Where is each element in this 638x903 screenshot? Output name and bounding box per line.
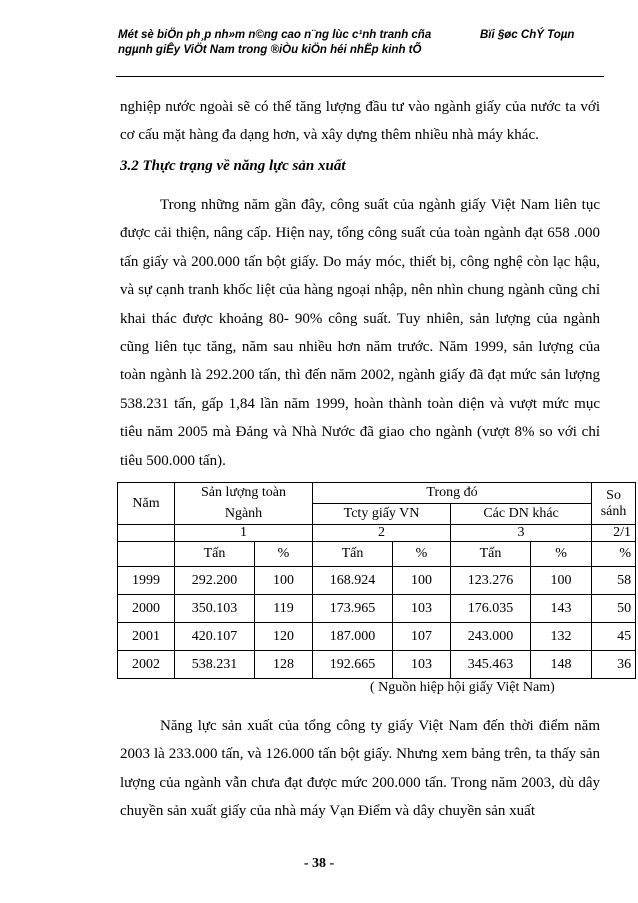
cell-total-pct: 119 xyxy=(255,595,313,623)
table-source-note: ( Nguồn hiệp hội giấy Việt Nam) xyxy=(370,680,555,695)
production-table xyxy=(117,482,636,679)
cell-vn-pct: 100 xyxy=(393,567,451,595)
cell-ratio: 36 xyxy=(592,651,636,679)
header-total-line1: Sản lượng toàn xyxy=(175,483,313,504)
unit-ton: Tấn xyxy=(313,542,393,567)
cell-year: 2002 xyxy=(118,651,175,679)
cell-total: 350.103 xyxy=(175,595,255,623)
table-row xyxy=(118,595,636,623)
cell-other: 345.463 xyxy=(451,651,531,679)
table-row xyxy=(118,651,636,679)
cell-other-pct: 148 xyxy=(531,651,592,679)
table-row xyxy=(118,623,636,651)
index-blank xyxy=(118,525,175,542)
index-ratio: 2/1 xyxy=(592,525,636,542)
cell-total: 538.231 xyxy=(175,651,255,679)
cell-total: 292.200 xyxy=(175,567,255,595)
unit-pct: % xyxy=(531,542,592,567)
cell-total-pct: 100 xyxy=(255,567,313,595)
header-vn-company: Tcty giấy VN xyxy=(313,504,451,525)
unit-pct: % xyxy=(393,542,451,567)
header-title-line1: Mét sè biÖn ph¸p nh»m n©ng cao n¨ng lùc c¹nh tranh cña xyxy=(118,29,432,41)
header-other-firms: Các DN khác xyxy=(451,504,592,525)
header-author: Bïi §øc ChÝ Toµn xyxy=(480,29,575,41)
header-compare: So sánh xyxy=(592,483,636,525)
cell-other-pct: 143 xyxy=(531,595,592,623)
index-2: 2 xyxy=(313,525,451,542)
header-of-which: Trong đó xyxy=(313,483,592,504)
page-number: - 38 - xyxy=(303,856,335,871)
cell-year: 2001 xyxy=(118,623,175,651)
unit-ton: Tấn xyxy=(451,542,531,567)
header-divider xyxy=(116,76,604,77)
index-3: 3 xyxy=(451,525,592,542)
section-heading: 3.2 Thực trạng về năng lực sản xuất xyxy=(120,158,346,174)
header-title-line2: ngµnh giÊy ViÖt Nam trong ®iÒu kiÖn héi nhËp kinh tÕ xyxy=(118,44,422,56)
unit-pct: % xyxy=(255,542,313,567)
paragraph-capacity: Trong những năm gần đây, công suất của ngành giấy Việt Nam liên tục được cải thiện, nâng cấp. Hiện nay, tổng công suất của toàn ngành đạt 658 .000 tấn giấy và 200.000 tấn bột giấy. Do máy móc, thiết bị, công nghệ còn lạc hậu, và sự cạnh tranh khốc liệt của hàng ngoại nhập, nên nhìn chung ngành cũng chỉ khai thác được khoảng 80- 90% công suất. Tuy nhiên, sản lượng của ngành cũng liên tục tăng, năm sau nhiều hơn năm trước. Năm 1999, sản lượng của toàn ngành là 292.200 tấn, thì đến năm 2002, ngành giấy đã đạt mức sản lượng 538.231 tấn, gấp 1,84 lần năm 1999, hoàn thành toàn diện và vượt mức mục tiêu năm 2005 mà Đảng và Nhà Nước đã giao cho ngành (vượt 8% so với chỉ tiêu 500.000 tấn). xyxy=(120,197,600,469)
cell-total-pct: 120 xyxy=(255,623,313,651)
unit-pct: % xyxy=(592,542,636,567)
cell-ratio: 58 xyxy=(592,567,636,595)
cell-vn-pct: 103 xyxy=(393,651,451,679)
cell-other-pct: 100 xyxy=(531,567,592,595)
running-header xyxy=(118,28,431,58)
cell-vn: 168.924 xyxy=(313,567,393,595)
cell-vn: 173.965 xyxy=(313,595,393,623)
cell-vn-pct: 103 xyxy=(393,595,451,623)
cell-other: 123.276 xyxy=(451,567,531,595)
cell-ratio: 50 xyxy=(592,595,636,623)
unit-ton: Tấn xyxy=(175,542,255,567)
table-row xyxy=(118,567,636,595)
cell-other-pct: 132 xyxy=(531,623,592,651)
index-1: 1 xyxy=(175,525,313,542)
cell-total: 420.107 xyxy=(175,623,255,651)
cell-other: 176.035 xyxy=(451,595,531,623)
cell-total-pct: 128 xyxy=(255,651,313,679)
cell-vn-pct: 107 xyxy=(393,623,451,651)
paragraph-company-capacity: Năng lực sản xuất của tổng công ty giấy Việt Nam đến thời điểm năm 2003 là 233.000 tấn, và 126.000 tấn bột giấy. Nhưng xem bảng trên, ta thấy sản lượng của ngành vẫn chưa đạt được mức 200.000 tấn. Trong năm 2003, dù dây chuyền sản xuất giấy của nhà máy Vạn Điểm và dây chuyền sản xuất xyxy=(120,718,600,820)
header-year: Năm xyxy=(118,483,175,525)
paragraph-intro: nghiệp nước ngoài sẽ có thể tăng lượng đầu tư vào ngành giấy của nước ta với cơ cấu mặt hàng đa dạng hơn, và xây dựng thêm nhiều nhà máy khác. xyxy=(120,99,600,144)
cell-year: 2000 xyxy=(118,595,175,623)
header-total-line2: Ngành xyxy=(175,504,313,525)
cell-vn: 187.000 xyxy=(313,623,393,651)
cell-vn: 192.665 xyxy=(313,651,393,679)
cell-year: 1999 xyxy=(118,567,175,595)
cell-ratio: 45 xyxy=(592,623,636,651)
unit-blank xyxy=(118,542,175,567)
cell-other: 243.000 xyxy=(451,623,531,651)
